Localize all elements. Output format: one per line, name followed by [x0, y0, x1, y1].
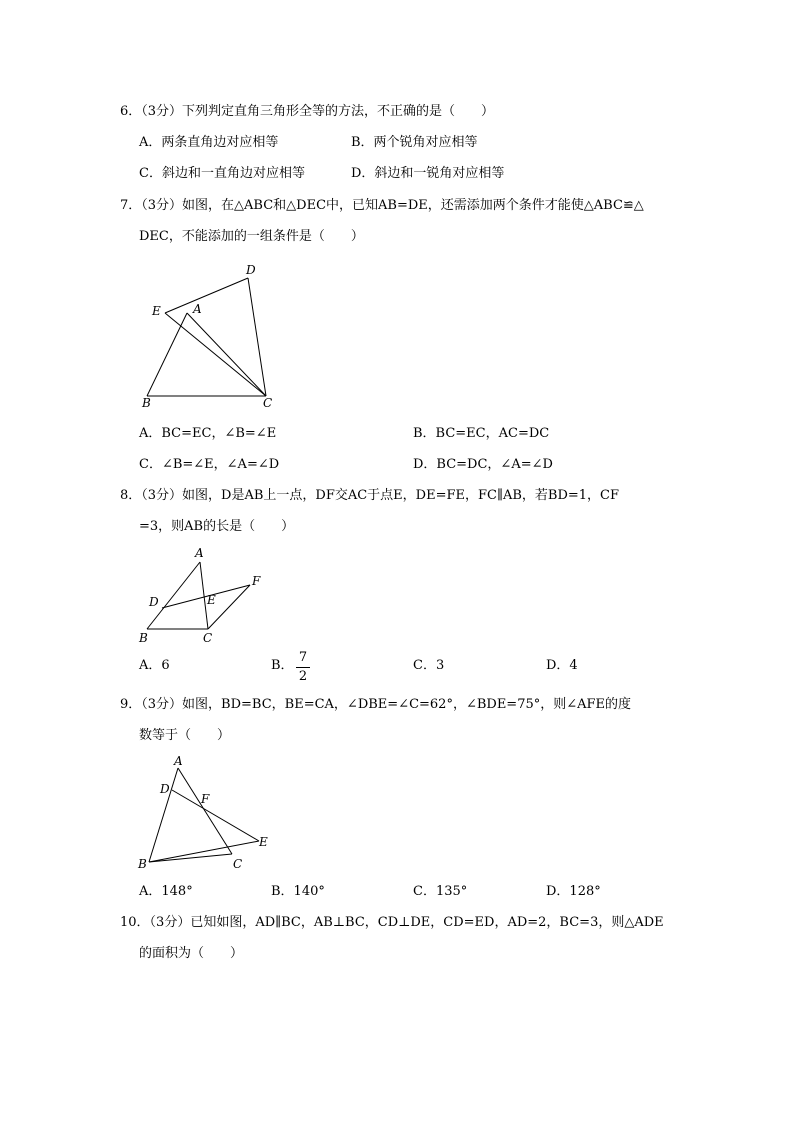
q7-option-a[interactable]: A．BC=EC，∠B=∠E [139, 426, 277, 441]
q7-label-b: B [142, 396, 151, 410]
q8-label-f: F [252, 574, 261, 588]
q8-label-e: E [207, 593, 216, 607]
q8-label-b: B [139, 631, 148, 645]
q9-segment-de [172, 790, 259, 841]
q8-stem-line1: 8．（3分）如图，D是AB上一点，DF交AC于点E，DE=FE，FC∥AB，若BD=1，CF [120, 488, 620, 503]
q9-label-e: E [259, 835, 268, 849]
q7-label-a: A [193, 302, 202, 316]
q9-label-f: F [201, 792, 210, 806]
q9-segment-ac [178, 768, 232, 854]
q7-label-e: E [152, 304, 161, 318]
q8-segment-cf [208, 585, 250, 629]
q7-option-b[interactable]: B．BC=EC，AC=DC [413, 426, 550, 441]
q7-segment-dc [248, 278, 266, 396]
q9-option-d[interactable]: D．128° [546, 884, 601, 899]
q7-segment-ac [187, 313, 266, 396]
q8-label-c: C [203, 631, 213, 645]
q8-figure [137, 545, 267, 645]
q7-segment-ec [165, 313, 266, 396]
q9-label-c: C [233, 857, 243, 871]
q7-option-c[interactable]: C．∠B=∠E，∠A=∠D [139, 457, 280, 472]
q8-option-d[interactable]: D．4 [546, 658, 578, 673]
q10-stem-line1: 10．（3分）已知如图，AD∥BC，AB⊥BC，CD⊥DE，CD=ED，AD=2，BC=3，则△ADE [120, 915, 664, 930]
q7-segment-ed [165, 278, 248, 313]
q9-option-a[interactable]: A．148° [139, 884, 193, 899]
q6-option-d[interactable]: D．斜边和一锐角对应相等 [351, 166, 505, 181]
q8-segment-df [162, 585, 250, 608]
q9-segment-be [149, 841, 259, 862]
q9-label-d: D [160, 782, 170, 796]
q9-label-b: B [138, 857, 147, 871]
q6-stem: 6．（3分）下列判定直角三角形全等的方法，不正确的是（ ） [120, 104, 495, 119]
q6-option-c[interactable]: C．斜边和一直角边对应相等 [139, 166, 305, 181]
q9-stem-line1: 9．（3分）如图，BD=BC，BE=CA，∠DBE=∠C=62°，∠BDE=75°，则∠AFE的度 [120, 697, 632, 712]
q7-stem-line1: 7．（3分）如图，在△ABC和△DEC中，已知AB=DE，还需添加两个条件才能使△ABC≌△ [120, 198, 644, 213]
q8-label-a: A [195, 546, 204, 560]
q7-label-d: D [246, 263, 256, 277]
q9-option-c[interactable]: C．135° [413, 884, 468, 899]
q8-option-b-fraction[interactable] [296, 650, 310, 685]
q10-stem-line2: 的面积为（ ） [139, 946, 244, 961]
q8-label-d: D [149, 595, 159, 609]
q7-stem-line2: DEC，不能添加的一组条件是（ ） [139, 229, 364, 244]
q9-segment-bc [149, 854, 232, 862]
fraction-bar [296, 667, 310, 668]
q7-segment-ba [147, 313, 187, 396]
q8-stem-line2: =3，则AB的长是（ ） [139, 519, 295, 534]
q7-figure [142, 260, 285, 415]
q6-option-b[interactable]: B．两个锐角对应相等 [351, 135, 478, 150]
q6-option-a[interactable]: A．两条直角边对应相等 [139, 135, 279, 150]
q9-stem-line2: 数等于（ ） [139, 728, 231, 743]
q8-option-c[interactable]: C．3 [413, 658, 445, 673]
q8-option-a[interactable]: A．6 [139, 658, 170, 673]
q9-figure [135, 752, 275, 874]
q8-option-b-numerator: 7 [298, 650, 308, 665]
q8-option-b[interactable]: B． [271, 658, 294, 673]
q8-option-b-denominator: 2 [298, 669, 308, 684]
q7-label-c: C [263, 396, 273, 410]
q9-option-b[interactable]: B．140° [271, 884, 325, 899]
q7-option-d[interactable]: D．BC=DC，∠A=∠D [413, 457, 553, 472]
q9-label-a: A [174, 754, 183, 768]
